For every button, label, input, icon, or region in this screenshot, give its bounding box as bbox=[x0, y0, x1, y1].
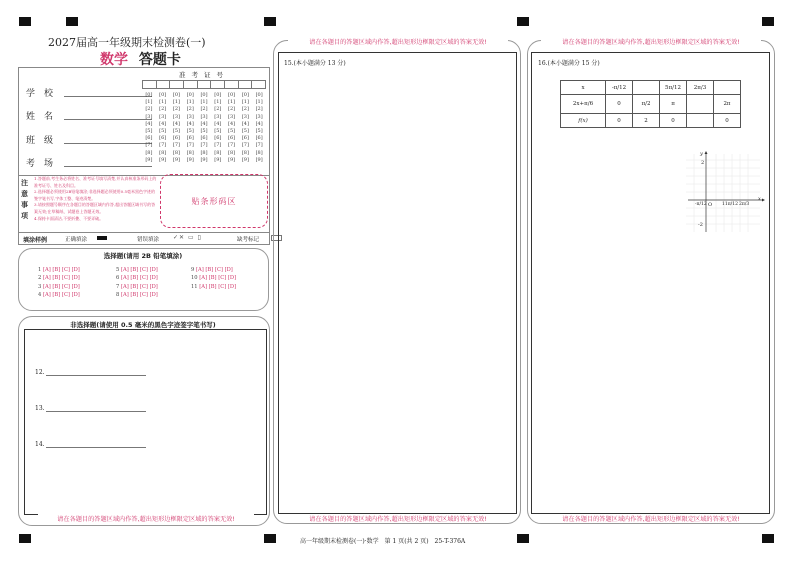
mc-question[interactable]: 6 [A] [B] [C] [D] bbox=[116, 275, 158, 282]
digit-column[interactable]: [0] [1] [2] [3] [4] [5] [6] [7] [8] [9] bbox=[159, 92, 167, 163]
y-tick-bottom: -2 bbox=[698, 222, 703, 228]
digit-column[interactable]: [0] [1] [2] [3] [4] [5] [6] [7] [8] [9] bbox=[228, 92, 236, 163]
card-heading bbox=[100, 49, 181, 69]
table-cell: 0 bbox=[606, 114, 633, 128]
answer-13-label: 13. bbox=[35, 405, 45, 412]
mc-title: 选择题(请用 2B 铅笔填涂) bbox=[103, 252, 183, 260]
answer-14-line[interactable] bbox=[46, 447, 146, 448]
table-cell: x bbox=[561, 81, 606, 95]
table-cell: -π/12 bbox=[606, 81, 633, 95]
answer-12-line[interactable] bbox=[46, 375, 146, 376]
registration-mark bbox=[762, 534, 774, 543]
mc-question[interactable]: 7 [A] [B] [C] [D] bbox=[116, 283, 158, 290]
q16-table bbox=[560, 80, 741, 128]
fill-example-label: 填涂样例 bbox=[23, 237, 48, 244]
table-row bbox=[561, 81, 741, 95]
y-axis-arrow bbox=[705, 151, 708, 154]
fill-example-row bbox=[18, 232, 270, 245]
warning-top-right: 请在各题目的答题区域内作答,超出矩形边框限定区域的答案无效! bbox=[541, 37, 761, 46]
table-cell: 2x+π/6 bbox=[561, 95, 606, 114]
registration-mark bbox=[264, 534, 276, 543]
barcode-label: 贴条形码区 bbox=[191, 196, 237, 206]
free-response-box[interactable] bbox=[24, 329, 267, 515]
fill-correct-sample bbox=[97, 236, 107, 240]
x-tick-11pi12: 11π/12 bbox=[722, 202, 738, 207]
table-cell: 2 bbox=[633, 114, 660, 128]
registration-mark bbox=[264, 17, 276, 26]
answer-13-line[interactable] bbox=[46, 411, 146, 412]
table-cell[interactable] bbox=[687, 114, 714, 128]
x-axis-arrow bbox=[762, 199, 765, 202]
mc-question[interactable]: 1 [A] [B] [C] [D] bbox=[38, 267, 80, 273]
mc-question[interactable]: 10 [A] [B] [C] [D] bbox=[191, 275, 237, 282]
field-school-label: 学 校 bbox=[26, 89, 54, 99]
registration-mark bbox=[19, 17, 31, 26]
digit-column[interactable]: [0] [1] [2] [3] [4] [5] [6] [7] [8] [9] bbox=[214, 92, 222, 163]
notice-item: 3.请按照题号顺序在各题目的答题区域内作答,超出答题区域书写的答案无效;在草稿纸、试题卷上答题无效。 bbox=[34, 202, 156, 214]
table-cell: 2π bbox=[714, 95, 741, 114]
registration-mark bbox=[19, 534, 31, 543]
mc-question[interactable]: 3 [A] [B] [C] [D] bbox=[38, 283, 80, 290]
notice-item: 4.保持卡面清洁,不要折叠、不要弄破。 bbox=[34, 215, 104, 221]
registration-mark bbox=[66, 17, 78, 26]
field-school-input[interactable] bbox=[64, 96, 152, 97]
digit-column[interactable]: [0] [1] [2] [3] [4] [5] [6] [7] [8] [9] bbox=[200, 92, 208, 163]
exam-number-label: 准考证号 bbox=[179, 71, 229, 79]
page-footer: 高一年级期末检测卷(一)·数学 第 1 页(共 2 页) 25-T-376A bbox=[300, 538, 466, 545]
y-axis-name: y bbox=[700, 151, 703, 157]
notice-item: 2.选择题必须使用2B铅笔填涂;非选择题必须使用0.5毫米黑色字迹的签字笔书写,字体工整、笔迹清楚。 bbox=[34, 189, 156, 201]
table-cell[interactable] bbox=[714, 81, 741, 95]
table-cell: f(x) bbox=[561, 114, 606, 128]
answer-14-label: 14. bbox=[35, 441, 45, 448]
registration-mark bbox=[517, 17, 529, 26]
warning-top-middle: 请在各题目的答题区域内作答,超出矩形边框限定区域的答案无效! bbox=[288, 37, 508, 46]
table-row bbox=[561, 95, 741, 114]
registration-mark bbox=[517, 534, 529, 543]
q15-answer-box[interactable] bbox=[278, 52, 517, 514]
missing-mark-label: 缺考标记 bbox=[237, 237, 260, 243]
q16-label: 16.(本小题满分 15 分) bbox=[538, 60, 600, 67]
exam-title: 2027届高一年级期末检测卷(一) bbox=[48, 36, 206, 49]
table-cell[interactable] bbox=[687, 95, 714, 114]
q15-label: 15.(本小题满分 13 分) bbox=[284, 60, 346, 67]
exam-number-bubbles[interactable] bbox=[142, 92, 266, 164]
table-cell: 0 bbox=[606, 95, 633, 114]
origin-label: O bbox=[708, 202, 713, 208]
field-class-label: 班 级 bbox=[26, 136, 54, 146]
x-tick-neg: -π/12 bbox=[695, 202, 707, 207]
field-class-input[interactable] bbox=[64, 143, 152, 144]
table-cell: π/2 bbox=[633, 95, 660, 114]
table-row bbox=[561, 114, 741, 128]
field-name-input[interactable] bbox=[64, 119, 152, 120]
table-cell: 5π/12 bbox=[660, 81, 687, 95]
mc-question[interactable]: 5 [A] [B] [C] [D] bbox=[116, 267, 158, 273]
digit-column[interactable]: [0] [1] [2] [3] [4] [5] [6] [7] [8] [9] bbox=[145, 92, 153, 163]
answer-12-label: 12. bbox=[35, 369, 45, 376]
fill-wrong-label: 错误填涂 bbox=[137, 237, 160, 243]
card-title: 答题卡 bbox=[138, 52, 181, 68]
notice-item: 1.答题前,考生务必将姓名、准考证号填写清楚,并认真核准条形码上的准考证号、姓名及科目。 bbox=[34, 176, 157, 188]
notice-title: 注意事项 bbox=[21, 179, 28, 220]
table-cell: π bbox=[660, 95, 687, 114]
fill-correct-label: 正确填涂 bbox=[65, 237, 88, 243]
digit-column[interactable]: [0] [1] [2] [3] [4] [5] [6] [7] [8] [9] bbox=[241, 92, 249, 163]
free-response-title: 非选择题(请使用 0.5 毫米的黑色字迹签字笔书写) bbox=[70, 321, 216, 329]
table-cell[interactable] bbox=[633, 81, 660, 95]
notice-list bbox=[34, 176, 158, 222]
subject-title: 数学 bbox=[100, 52, 128, 68]
table-cell: 0 bbox=[714, 114, 741, 128]
digit-column[interactable]: [0] [1] [2] [3] [4] [5] [6] [7] [8] [9] bbox=[186, 92, 194, 163]
field-name-label: 姓 名 bbox=[26, 112, 54, 122]
x-axis-name: x bbox=[758, 196, 761, 202]
mc-question[interactable]: 8 [A] [B] [C] [D] bbox=[116, 292, 158, 299]
table-cell: 2π/3 bbox=[687, 81, 714, 95]
field-room-input[interactable] bbox=[64, 166, 152, 167]
x-tick-2pi3: 2π/3 bbox=[739, 202, 750, 207]
barcode-area bbox=[160, 174, 268, 228]
mc-question[interactable]: 2 [A] [B] [C] [D] bbox=[38, 275, 80, 282]
mc-question[interactable]: 11 [A] [B] [C] [D] bbox=[191, 283, 237, 290]
exam-number-boxes[interactable] bbox=[142, 80, 266, 89]
warning-bottom-middle: 请在各题目的答题区域内作答,超出矩形边框限定区域的答案无效! bbox=[288, 514, 508, 523]
warning-bottom-left: 请在各题目的答题区域内作答,超出矩形边框限定区域的答案无效! bbox=[38, 514, 254, 523]
registration-mark bbox=[762, 17, 774, 26]
digit-column[interactable]: [0] [1] [2] [3] [4] [5] [6] [7] [8] [9] bbox=[255, 92, 263, 163]
mc-question[interactable]: 9 [A] [B] [C] [D] bbox=[191, 267, 233, 273]
field-room-label: 考 场 bbox=[26, 159, 54, 169]
table-cell: 0 bbox=[660, 114, 687, 128]
y-tick-top: 2 bbox=[701, 160, 705, 166]
mc-question[interactable]: 4 [A] [B] [C] [D] bbox=[38, 292, 80, 299]
digit-column[interactable]: [0] [1] [2] [3] [4] [5] [6] [7] [8] [9] bbox=[172, 92, 180, 163]
fill-wrong-samples: ✓✕ ▭ ▯ bbox=[173, 234, 202, 241]
warning-bottom-right: 请在各题目的答题区域内作答,超出矩形边框限定区域的答案无效! bbox=[541, 514, 761, 523]
